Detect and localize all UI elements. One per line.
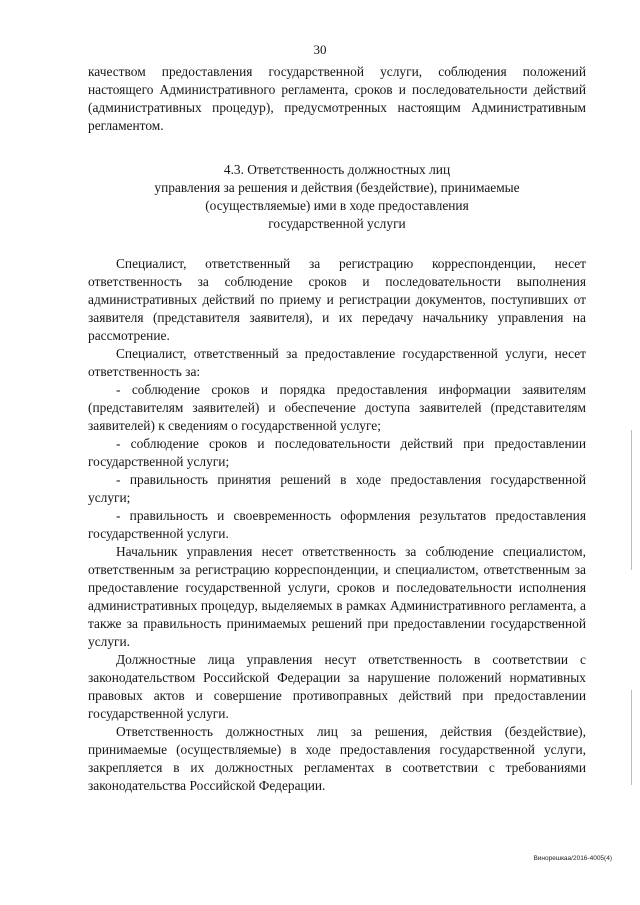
scan-edge-mark: [631, 430, 632, 570]
paragraph-job-regulations: Ответственность должностных лиц за решения, действия (бездействие), принимаемые (осуществляемые) в ходе предоставления государственной услуги, закрепляется в их должностных регламентах в соответствии с требованиями законодательства Российской Федерации.: [88, 724, 586, 793]
paragraph-head-of-department: Начальник управления несет ответственность за соблюдение специалистом, ответственным за регистрацию корреспонденции, и специалистом, ответственным за предоставление государственной услуги, сроков и последовательности исполнения административных процедур, выделяемых в рамках Административного регламента, а также за правильность принимаемых решений при предоставлении государственной услуги.: [88, 544, 586, 649]
page-number: 30: [313, 42, 327, 57]
section-heading-line-1: 4.3. Ответственность должностных лиц: [223, 162, 451, 177]
list-item-decision-correctness: - правильность принятия решений в ходе предоставления государственной услуги;: [88, 472, 586, 505]
scan-edge-mark: [631, 690, 632, 785]
document-body: [88, 63, 586, 795]
section-heading: [88, 161, 586, 233]
paragraph-registration-specialist: Специалист, ответственный за регистрацию корреспонденции, несет ответственность за соблюдение сроков и последовательности выполнения административных действий по приему и регистрации документов, поступивших от заявителя (представителя заявителя), и их передачу начальнику управления на рассмотрение.: [88, 256, 586, 343]
list-item-information-deadlines: - соблюдение сроков и порядка предоставления информации заявителям (представителям заявителей) и обеспечение доступа заявителей (представителям заявителей) к сведениям о государственной услуге;: [88, 382, 586, 433]
continuation-paragraph: качеством предоставления государственной услуги, соблюдения положений настоящего Административного регламента, сроков и последовательности действий (административных процедур), предусмотренных настоящим Административным регламентом.: [88, 64, 586, 133]
section-heading-line-4: государственной услуги: [268, 216, 406, 231]
paragraph-officials-liability: Должностные лица управления несут ответственность в соответствии с законодательством Российской Федерации за нарушение положений нормативных правовых актов и совершение противоправных действий при предоставлении государственной услуги.: [88, 652, 586, 721]
heading-spacer: [88, 233, 586, 255]
list-item-result-formalization: - правильность и своевременность оформления результатов предоставления государственной услуги.: [88, 508, 586, 541]
paragraph-service-specialist: Специалист, ответственный за предоставление государственной услуги, несет ответственность за:: [88, 346, 586, 379]
list-item-action-sequence: - соблюдение сроков и последовательности действий при предоставлении государственной услуги;: [88, 436, 586, 469]
document-code: Виноpeшкaa/2016-4005(4): [533, 855, 612, 862]
section-heading-line-2: управления за решения и действия (бездействие), принимаемые: [154, 180, 520, 195]
section-heading-line-3: (осуществляемые) ими в ходе предоставления: [205, 198, 469, 213]
